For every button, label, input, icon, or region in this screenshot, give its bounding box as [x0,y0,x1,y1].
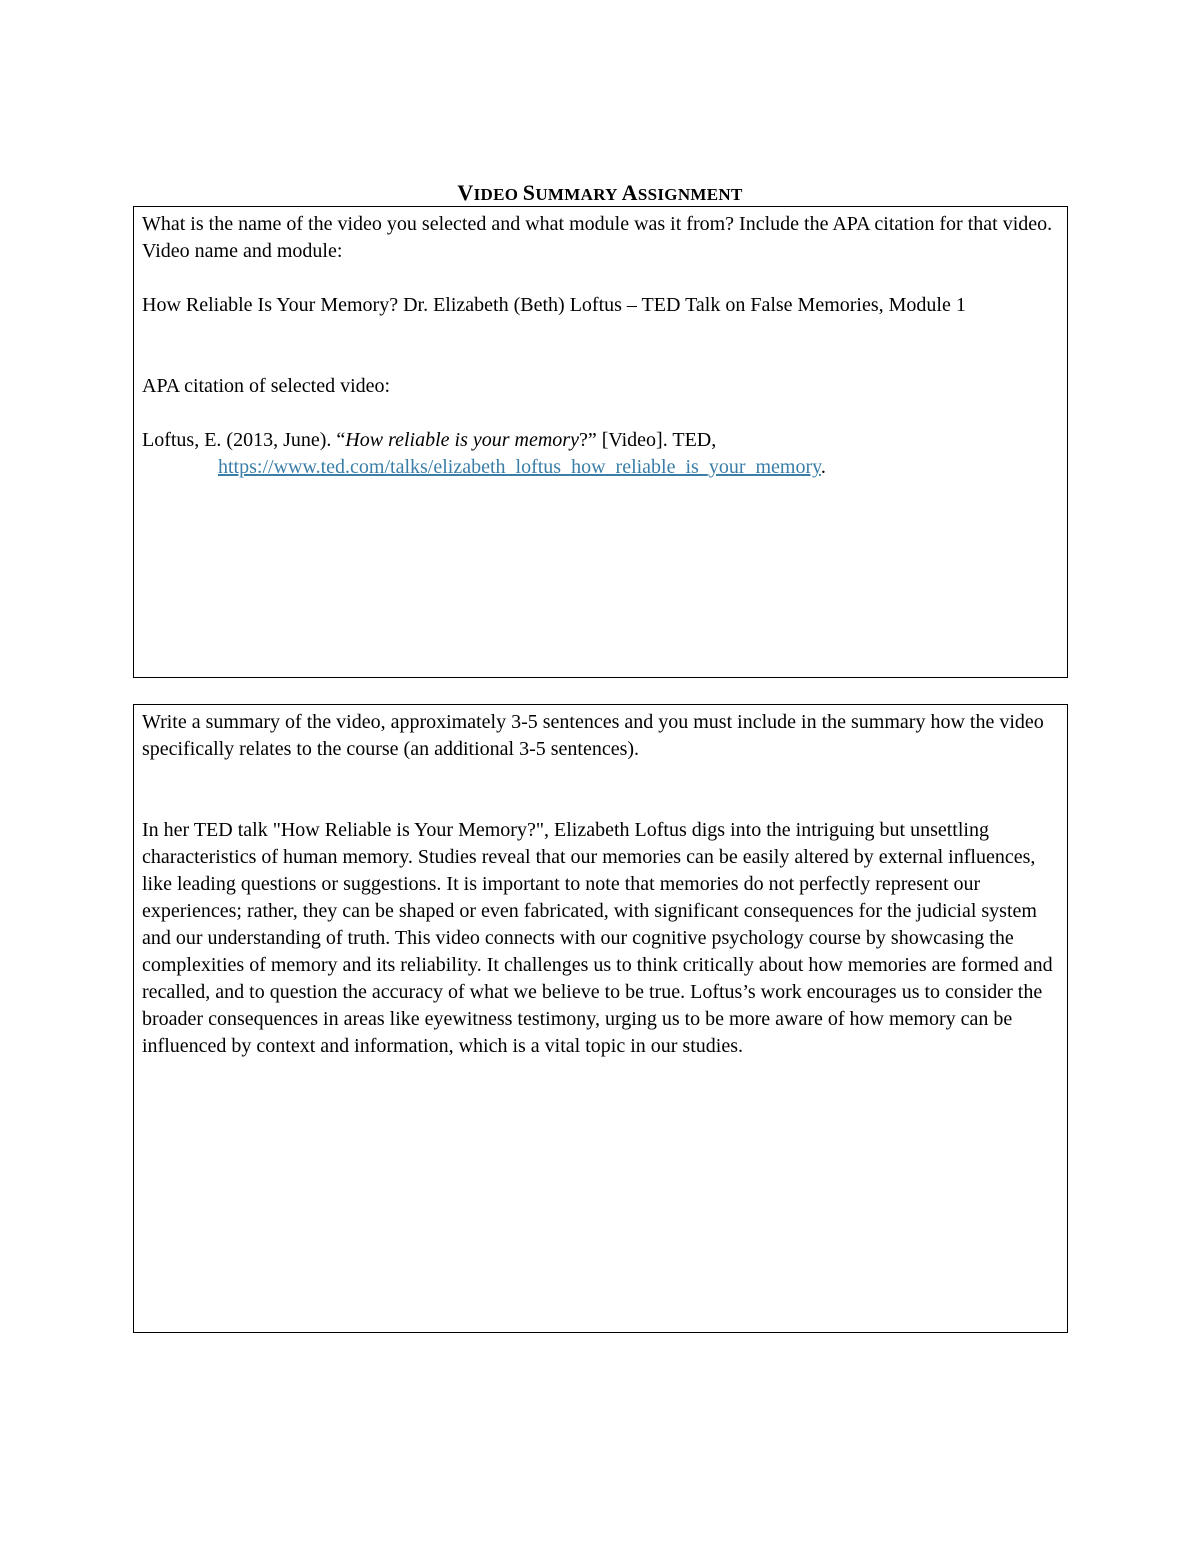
citation-url-line [142,454,1062,481]
title-rest-assignment: SSIGNMENT [637,185,743,204]
title-cap-v: V [457,180,474,205]
citation-prefix: Loftus, E. (2013, June). “ [142,429,346,451]
page-title [0,180,1200,206]
video-question: What is the name of the video you selected and what module was it from? Include the APA citation for that video. [142,213,1053,235]
apa-citation [142,427,1062,454]
title-cap-s: S [522,180,536,205]
title-cap-a: A [621,180,638,205]
citation-end: . [820,456,826,478]
title-rest-summary: UMMARY [535,185,622,204]
citation-suffix: ?” [Video]. TED, [578,429,717,451]
video-name-value: How Reliable Is Your Memory? Dr. Elizabeth (Beth) Loftus – TED Talk on False Memories, Module 1 [142,294,966,316]
summary-box [133,704,1068,1333]
video-info-content [142,211,1062,481]
summary-content [142,709,1062,1060]
summary-text: In her TED talk "How Reliable is Your Memory?", Elizabeth Loftus digs into the intriguing but unsettling characteristics of human memory. Studies reveal that our memories can be easily altered by external influences, like leading questions or suggestions. It is important to note that memories do not perfectly represent our experiences; rather, they can be shaped or even fabricated, with significant consequences for the judicial system and our understanding of truth. This video connects with our cognitive psychology course by showcasing the complexities of memory and its reliability. It challenges us to think critically about how memories are formed and recalled, and to question the accuracy of what we believe to be true. Loftus’s work encourages us to consider the broader consequences in areas like eyewitness testimony, urging us to be more aware of how memory can be influenced by context and information, which is a vital topic in our studies. [142,819,1053,1057]
citation-title: How reliable is your memory [345,429,579,451]
apa-citation-label: APA citation of selected video: [142,375,391,397]
video-name-label: Video name and module: [142,240,343,262]
summary-prompt: Write a summary of the video, approximately 3-5 sentences and you must include in the summary how the video specifically relates to the course (an additional 3-5 sentences). [142,711,1044,760]
title-rest-video: IDEO [473,185,523,204]
citation-url-link[interactable]: https://www.ted.com/talks/elizabeth_loftus_how_reliable_is_your_memory [218,456,821,478]
video-info-box [133,206,1068,678]
